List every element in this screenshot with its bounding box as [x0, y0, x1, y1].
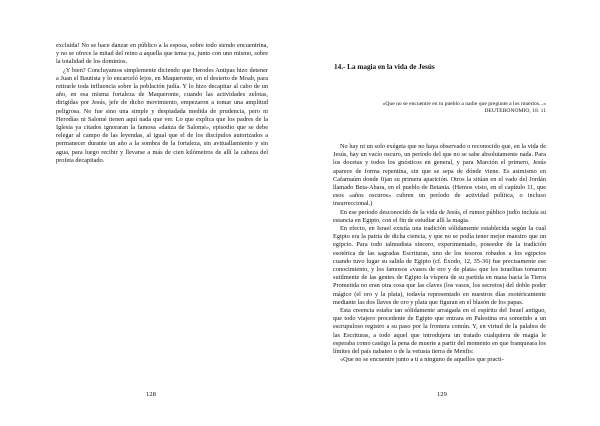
- paragraph: Esta creencia estaba tan sólidamente arraigada en el espíritu del Israel antiguo, que todo viajero procedente de Egipto que entrara en Palestina era sometido a un escrupuloso registro a su paso por la frontera común. Y, en virtud de la palabra de las Escrituras, a todo aquel que introdujera un tratado cualquiera de magia le esperaba como castigo la pena de muerte a partir del momento en que franqueara los límites del país nabateo o de la vetusta tierra de Menfis:: [333, 307, 546, 356]
- chapter-title: 14.- La magia en la vida de Jesús: [334, 63, 435, 71]
- epigraph-source: DEUTERONOMIO, 18. 11: [484, 108, 546, 114]
- page-number-right: 129: [437, 391, 447, 398]
- paragraph: En efecto, en Israel existía una tradición sólidamente establecida según la cual Egipto era la patria de dicha ciencia, y que no se podía tener mejor maestro que un egipcio. Para todo talmudista sincero, experimentado, poseedor de la tradición esotérica de las sagradas Escrituras, uno de los tesoros robados a los egipcios cuando tuvo lugar su salida de Egipto (cf. Éxodo, 12, 35-36) fue precisamente ese conocimiento, y los famosos «vasos de oro y de plata» que los israelitas tomaron sutilmente de las gentes de Egipto la víspera de su partida en masa hacia la Tierra Prometida no eran otra cosa que las claves (los vasos, los secretos) del doble poder mágico (el oro y la plata), todavía representado en nuestros días esotéricamente mediante las dos llaves de oro y plata que figuran en el blasón de los papas.: [333, 225, 546, 306]
- right-page-body: [333, 143, 546, 364]
- paragraph: «Que no se encuentre junto a ti a ninguno de aquellos que practi-: [340, 356, 504, 364]
- epigraph-quote: «Que no se encuentre en tu pueblo a nadie que pregunte a los muertos...»: [382, 101, 546, 107]
- left-page-body: [56, 42, 268, 165]
- paragraph: No hay ni un solo exégeta que no haya observado o reconocido que, en la vida de Jesús, hay un vacío oscuro, un período del que no se sabe absolutamente nada. Para los docetas y todos los gnósticos en general, y para Marción el primero, Jesús aparece de forma repentina, sin que se sepa de dónde viene. Es asimismo en Cafarnaúm donde fijan su primera aparición. Otros la sitúan en el vado del Jordán llamado Beta-Abara, en el pueblo de Betania. (Hemos visto, en el capítulo 11, que esos «años oscuros» cubren un período de actividad política, o incluso insurreccional.): [333, 143, 546, 208]
- paragraph: excluida! No se hace danzar en público a la esposa, sobre todo siendo encuentrina, y no se ofrece la mitad del reino a aquella que tema ya, junto con uno mismo, sobre la totalidad de los dominios.: [56, 42, 268, 66]
- page-number-left: 128: [146, 391, 156, 398]
- paragraph: En ese período desconocido de la vida de Jesús, el rumor público judío incluía su estancia en Egipto, con el fin de estudiar allí la magia.: [333, 208, 546, 224]
- epigraph: [360, 101, 546, 115]
- paragraph: ¿Y bien? Concluyamos simplemente diciendo que Herodes Antipas hizo detener a Juan el Bautista y lo encarceló lejos, en Maqueronte, en el desierto de Moab, para retirarle toda influencia sobre la población judía. Y lo hizo decapitar al cabo de un año, en esa misma fortaleza de Maqueronte, cuando las actividades zelotas, dirigidas por Jesús, jefe de dicho movimiento, empezaron a tomar una amplitud peligrosa. No fue sino una simple y despiadada medida de prudencia, pero ni Herodías ni Salomé tienen aquí nada que ver. Lo que explica que los padres de la Iglesia ya citados ignoraran la famosa «danza de Salomé», episodio que se debe relegar al campo de las leyendas, al igual que el de los discípulos autorizados a permanecer durante un año a la sombra de la fortaleza, sin avituallamiento y sin agua, para luego recibir y llevarse a más de cien kilómetros de allí la cabeza del profeta decapitado.: [56, 66, 268, 164]
